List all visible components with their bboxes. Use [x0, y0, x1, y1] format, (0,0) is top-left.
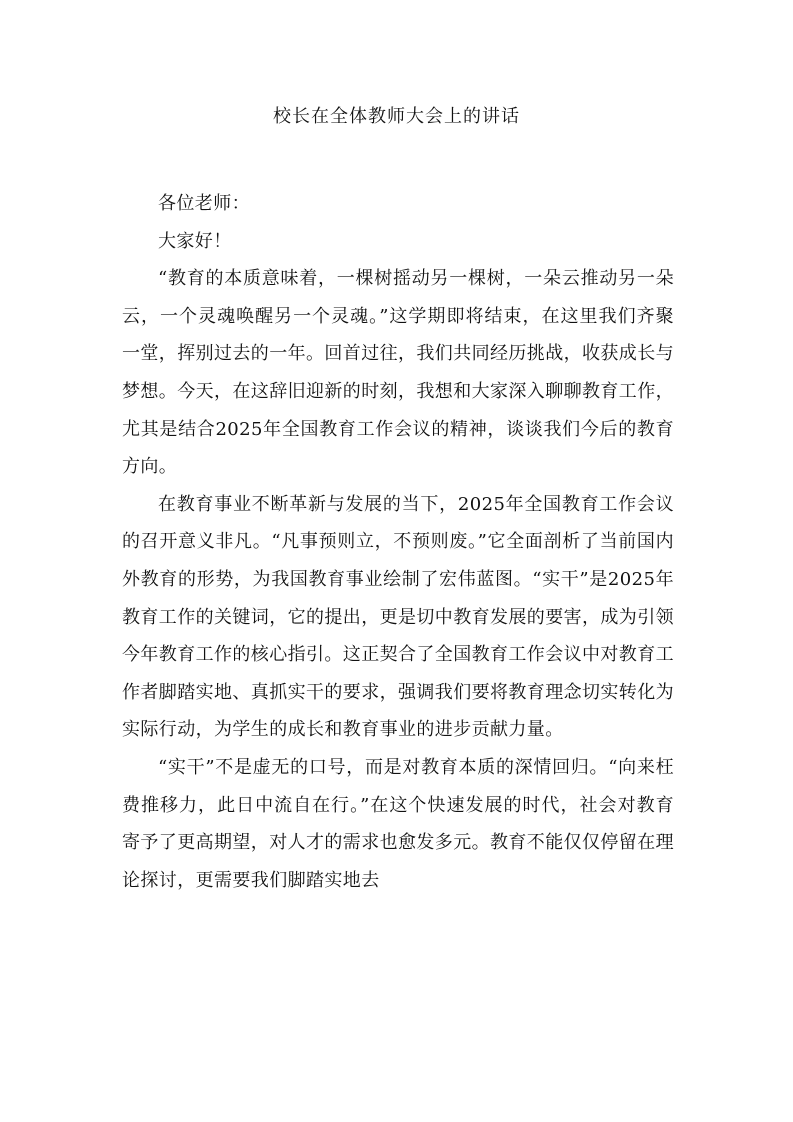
document-title: 校长在全体教师大会上的讲话 [273, 106, 520, 127]
body-paragraph: 在教育事业不断革新与发展的当下，2025年全国教育工作会议的召开意义非凡。“凡事预则立，不预则废。”它全面剖析了当前国内外教育的形势，为我国教育事业绘制了宏伟蓝图。“实干”是2025年教育工作的关键词，它的提出，更是切中教育发展的要害，成为引领今年教育工作的核心指引。这正契合了全国教育工作会议中对教育工作者脚踏实地、真抓实干的要求，强调我们要将教育理念切实转化为实际行动，为学生的成长和教育事业的进步贡献力量。 [122, 493, 674, 741]
salutation: 各位老师： [158, 193, 250, 214]
greeting: 大家好！ [158, 230, 232, 252]
document-body [122, 185, 674, 899]
body-paragraph: “教育的本质意味着，一棵树摇动另一棵树，一朵云推动另一朵云，一个灵魂唤醒另一个灵魂。”这学期即将结束，在这里我们齐聚一堂，挥别过去的一年。回首过往，我们共同经历挑战，收获成长与梦想。今天，在这辞旧迎新的时刻，我想和大家深入聊聊教育工作，尤其是结合2025年全国教育工作会议的精神，谈谈我们今后的教育方向。 [122, 268, 674, 478]
body-paragraph: “实干”不是虚无的口号，而是对教育本质的深情回归。“向来枉费推移力，此日中流自在行。”在这个快速发展的时代，社会对教育寄予了更高期望，对人才的需求也愈发多元。教育不能仅仅停留在理论探讨，更需要我们脚踏实地去 [122, 756, 674, 891]
